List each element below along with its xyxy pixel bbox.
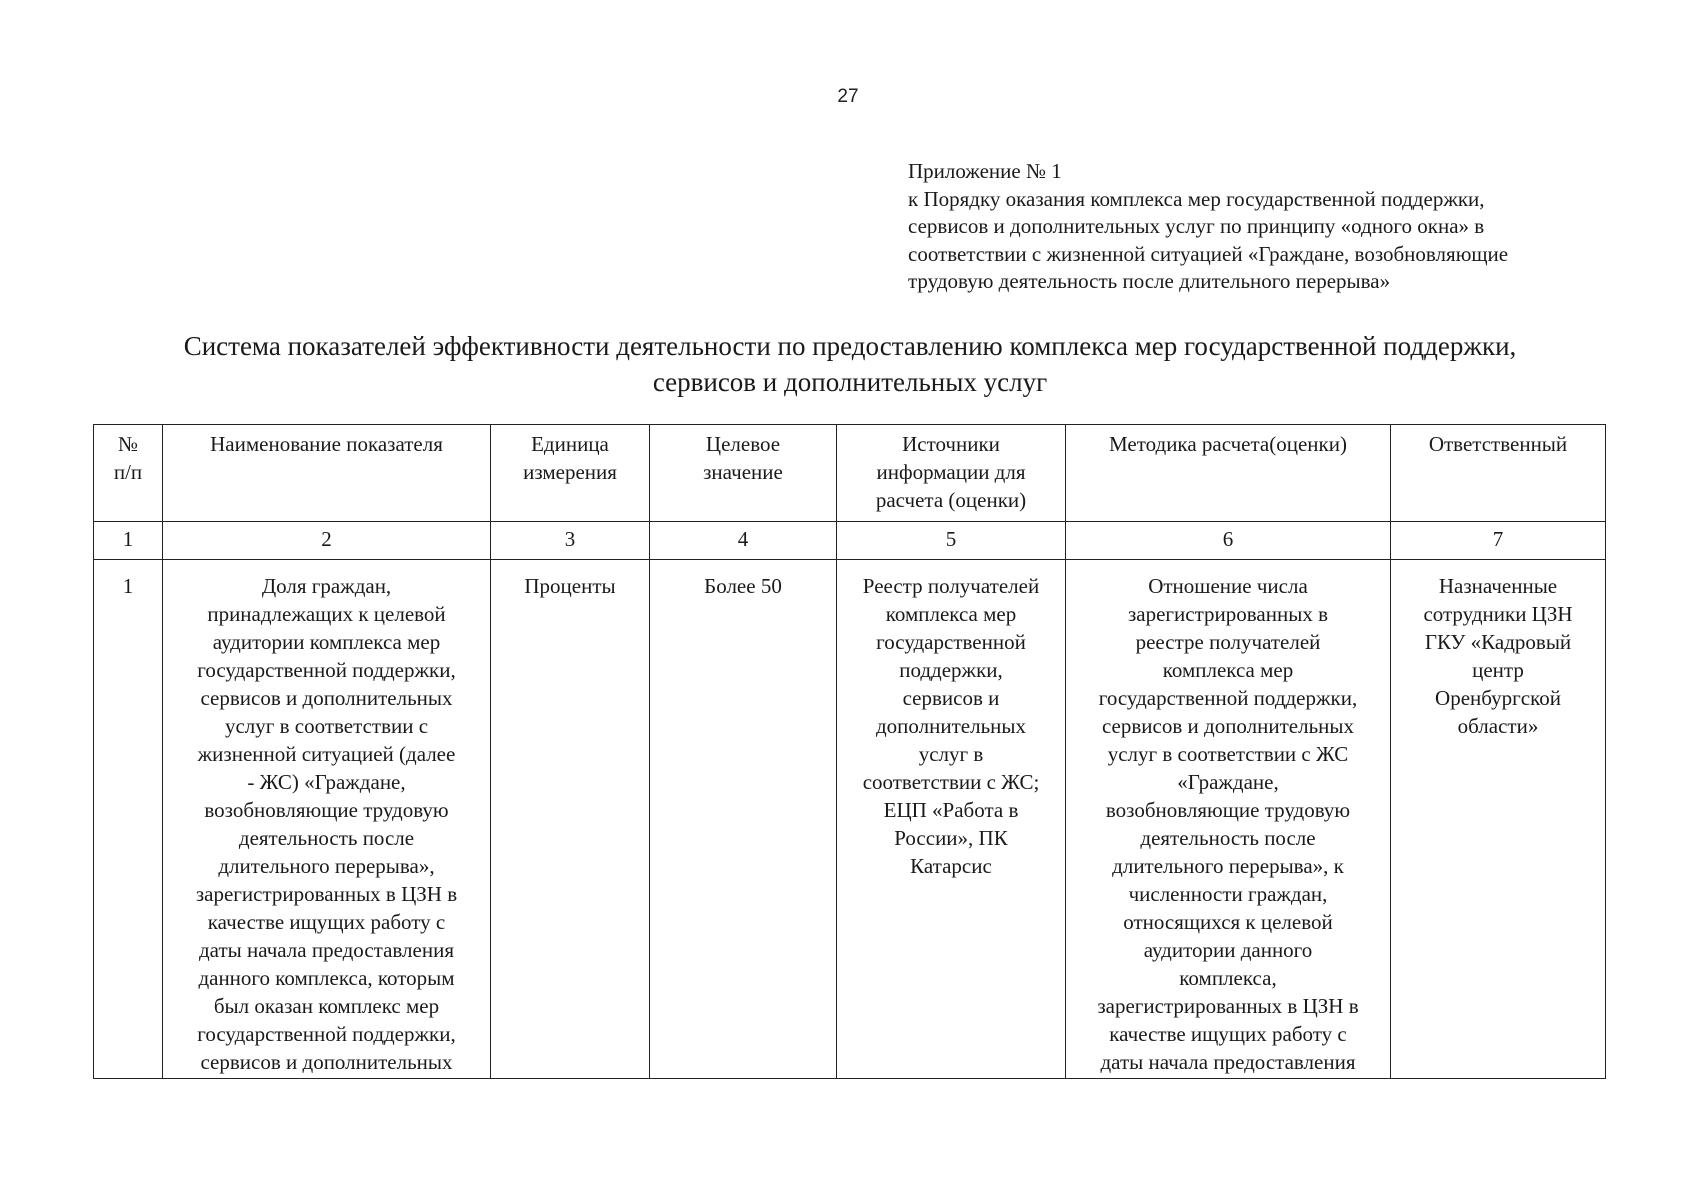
cell-text-line: даты начала предоставления [1100, 1050, 1356, 1074]
cell-text-line: длительного перерыва», [218, 854, 435, 878]
table-cell-col-6 [1066, 560, 1391, 1079]
table-cell-col-5 [837, 560, 1066, 1079]
column-header-2 [163, 425, 491, 522]
table-header-row [94, 425, 1606, 522]
column-header-3 [491, 425, 650, 522]
cell-text-line: Наименование показателя [210, 432, 443, 456]
column-header-1 [94, 425, 163, 522]
column-header-5 [837, 425, 1066, 522]
column-number-2: 2 [163, 522, 491, 560]
cell-text-line: сервисов и [902, 686, 1000, 710]
appendix-line: к Порядку оказания комплекса мер государственной поддержки, [908, 186, 1485, 211]
cell-text-line: Отношение числа [1148, 574, 1308, 598]
cell-text-line: Назначенные [1438, 574, 1558, 598]
cell-text-line: 1 [122, 574, 134, 598]
cell-text-line: данного комплекса, которым [198, 966, 455, 990]
cell-text-line: относящихся к целевой [1123, 910, 1333, 934]
cell-text-line: № [117, 432, 139, 456]
cell-text-line: дополнительных [875, 714, 1026, 738]
cell-text-line: Ответственный [1428, 432, 1568, 456]
cell-text-line: длительного перерыва», к [1112, 854, 1344, 878]
cell-text-line: значение [703, 460, 783, 484]
cell-text-line: России», ПК [894, 826, 1008, 850]
column-header-4 [650, 425, 837, 522]
cell-text-line: ГКУ «Кадровый [1424, 630, 1572, 654]
cell-text-line: Проценты [524, 574, 616, 598]
cell-text-line: Источники [902, 432, 1000, 456]
cell-text-line: реестре получателей [1135, 630, 1321, 654]
cell-text-line: численности граждан, [1128, 882, 1328, 906]
table-cell-col-1 [94, 560, 163, 1079]
cell-text-line: государственной поддержки, [197, 658, 456, 682]
cell-text-line: сотрудники ЦЗН [1423, 602, 1573, 626]
indicators-table [93, 424, 1606, 1079]
cell-text-line: поддержки, [899, 658, 1003, 682]
cell-text-line: деятельность после [1140, 826, 1316, 850]
cell-text-line: деятельность после [238, 826, 415, 850]
column-number-4: 4 [650, 522, 837, 560]
cell-text-line: услуг в соответствии с [224, 714, 429, 738]
cell-text-line: - ЖС) «Граждане, [247, 770, 406, 794]
column-number-1: 1 [94, 522, 163, 560]
column-number-7: 7 [1391, 522, 1606, 560]
cell-text-line: Доля граждан, [261, 574, 392, 598]
cell-text-line: возобновляющие трудовую [1105, 798, 1351, 822]
cell-text-line: Методика расчета(оценки) [1109, 432, 1347, 456]
cell-text-line: области» [1457, 714, 1539, 738]
cell-text-line: качестве ищущих работу с [207, 910, 446, 934]
appendix-line: Приложение № 1 [908, 159, 1062, 183]
cell-text-line: аудитории данного [1143, 938, 1313, 962]
cell-text-line: принадлежащих к целевой [207, 602, 446, 626]
cell-text-line: Более 50 [704, 574, 782, 598]
table-row [94, 560, 1606, 1079]
document-title [100, 328, 1600, 400]
cell-text-line: сервисов и дополнительных [200, 1050, 453, 1074]
cell-text-line: государственной поддержки, [1098, 686, 1358, 710]
cell-text-line: Единица [531, 432, 609, 456]
cell-text-line: центр [1472, 658, 1524, 682]
cell-text-line: услуг в соответствии с ЖС [1107, 742, 1349, 766]
table-cell-col-4 [650, 560, 837, 1079]
cell-text-line: соответствии с ЖС; [862, 770, 1040, 794]
table-cell-col-7 [1391, 560, 1606, 1079]
cell-text-line: был оказан комплекс мер [213, 994, 440, 1018]
appendix-line: соответствии с жизненной ситуацией «Граждане, возобновляющие [908, 241, 1509, 266]
cell-text-line: п/п [113, 460, 143, 484]
cell-text-line: комплекса мер [1162, 658, 1294, 682]
column-number-row [94, 522, 1606, 560]
cell-text-line: сервисов и дополнительных [1101, 714, 1355, 738]
cell-text-line: расчета (оценки) [875, 488, 1027, 512]
cell-text-line: государственной [876, 630, 1026, 654]
cell-text-line: даты начала предоставления [199, 938, 454, 962]
table-cell-col-2 [163, 560, 491, 1079]
cell-text-line: жизненной ситуацией (далее [197, 742, 456, 766]
title-line: сервисов и дополнительных услуг [652, 367, 1048, 397]
cell-text-line: услуг в [918, 742, 984, 766]
appendix-note [908, 158, 1668, 296]
cell-text-line: возобновляющие трудовую [204, 798, 449, 822]
column-number-5: 5 [837, 522, 1066, 560]
cell-text-line: Целевое [705, 432, 781, 456]
appendix-line: сервисов и дополнительных услуг по принципу «одного окна» в [908, 214, 1485, 238]
cell-text-line: аудитории комплекса мер [212, 630, 441, 654]
cell-text-line: Катарсис [910, 854, 992, 878]
cell-text-line: качестве ищущих работу с [1109, 1022, 1347, 1046]
cell-text-line: ЕЦП «Работа в [883, 798, 1019, 822]
column-header-6 [1066, 425, 1391, 522]
appendix-line: трудовую деятельность после длительного перерыва» [908, 269, 1391, 293]
cell-text-line: информации для [876, 460, 1026, 484]
cell-text-line: зарегистрированных в ЦЗН в [195, 882, 458, 906]
cell-text-line: Оренбургской [1435, 686, 1561, 710]
cell-text-line: комплекса мер [885, 602, 1017, 626]
column-number-6: 6 [1066, 522, 1391, 560]
cell-text-line: «Граждане, [1177, 770, 1279, 794]
column-header-7 [1391, 425, 1606, 522]
page-number: 27 [837, 86, 859, 107]
cell-text-line: зарегистрированных в [1128, 602, 1328, 626]
cell-text-line: зарегистрированных в ЦЗН в [1097, 994, 1359, 1018]
cell-text-line: измерения [523, 460, 617, 484]
cell-text-line: сервисов и дополнительных [200, 686, 453, 710]
column-number-3: 3 [491, 522, 650, 560]
title-line: Система показателей эффективности деятельности по предоставлению комплекса мер государственной поддержки, [183, 331, 1517, 361]
table-cell-col-3 [491, 560, 650, 1079]
cell-text-line: комплекса, [1179, 966, 1277, 990]
cell-text-line: государственной поддержки, [197, 1022, 456, 1046]
cell-text-line: Реестр получателей [862, 574, 1040, 598]
